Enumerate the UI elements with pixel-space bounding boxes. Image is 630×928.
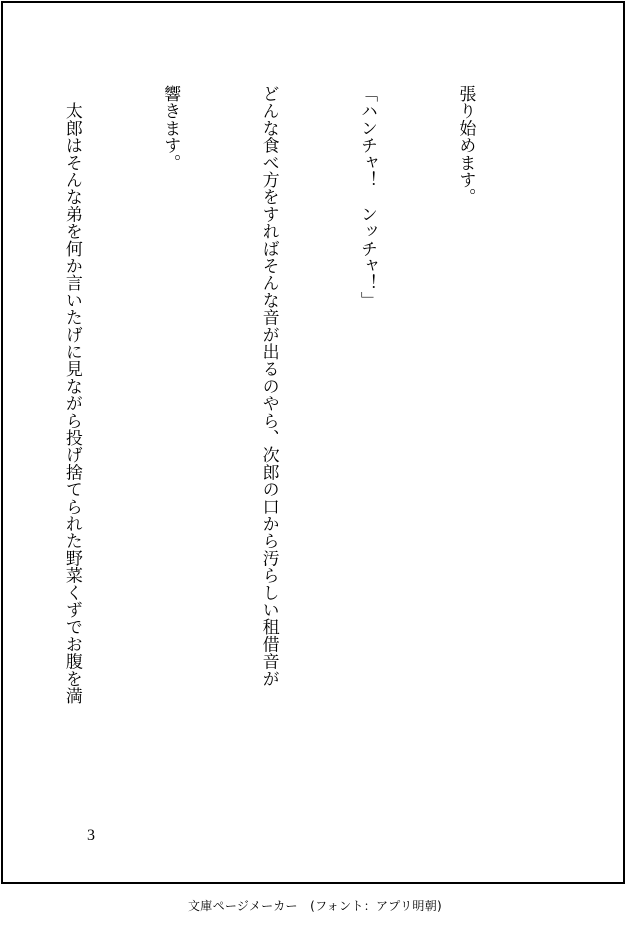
- text-line-5: 太郎はそんな弟を何か言いたげに見ながら投げ捨てられた野菜くずでお腹を満: [61, 85, 82, 705]
- text-line-3: どんな食べ方をすればそんな音が出るのやら、次郎の口から汚らしい租借音が: [258, 85, 279, 687]
- footer-caption: 文庫ページメーカー (フォント：アプリ明朝): [187, 899, 443, 913]
- vertical-text-body: [0, 85, 547, 797]
- page-frame: [1, 1, 625, 884]
- page-number: 3: [87, 827, 95, 844]
- text-line-2: 「ハンチャ！ ンッチャ！」: [357, 85, 378, 309]
- text-line-1: 張り始めます。: [455, 85, 476, 206]
- text-line-4: 響きます。: [160, 85, 181, 171]
